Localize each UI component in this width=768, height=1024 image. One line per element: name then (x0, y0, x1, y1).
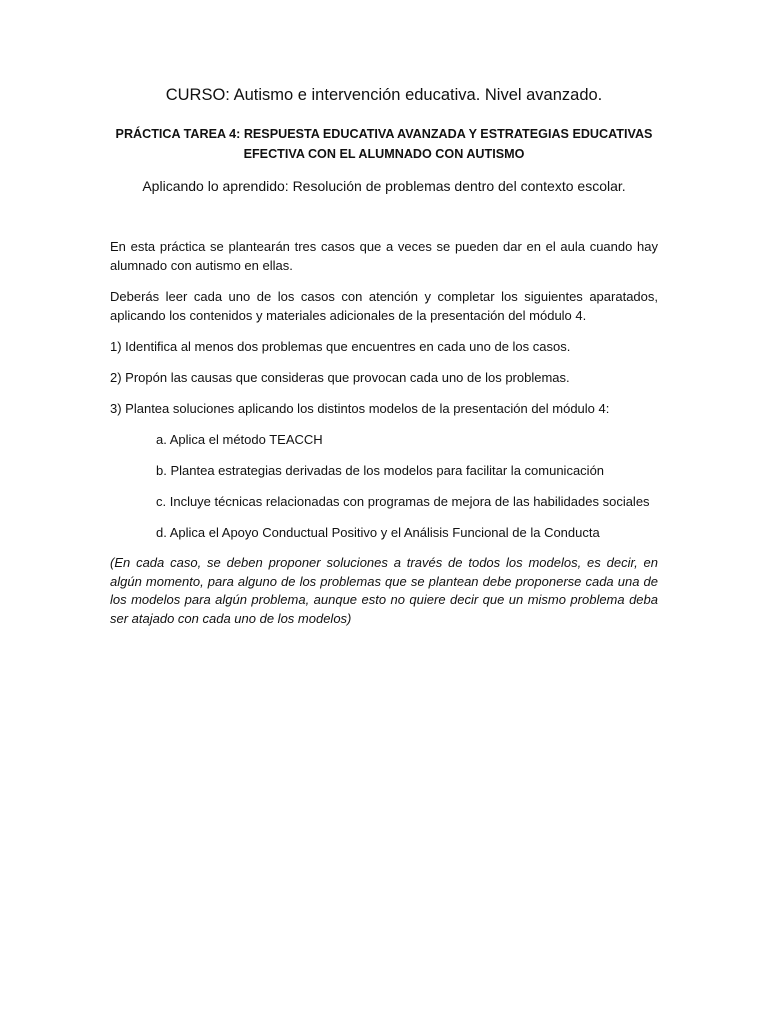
italic-note: (En cada caso, se deben proponer soluciones a través de todos los modelos, es decir, en algún momento, para alguno de los problemas que se plantean debe proponerse cada una de los modelos para algún problema, aunque esto no quiere decir que un mismo problema deba ser atajado con cada uno de los modelos) (110, 555, 658, 626)
intro-paragraph: En esta práctica se plantearán tres casos que a veces se pueden dar en el aula cuando hay alumnado con autismo en ellas. (110, 239, 658, 273)
step-2-paragraph: 2) Propón las causas que consideras que provocan cada uno de los problemas. (110, 370, 570, 385)
sub-item-c: c. Incluye técnicas relacionadas con programas de mejora de las habilidades sociales (156, 494, 650, 509)
subtitle: Aplicando lo aprendido: Resolución de problemas dentro del contexto escolar. (142, 178, 626, 194)
task-title: PRÁCTICA TAREA 4: RESPUESTA EDUCATIVA AVANZADA Y ESTRATEGIAS EDUCATIVAS EFECTIVA CON EL ALUMNADO CON AUTISMO (115, 127, 653, 161)
step-1-paragraph: 1) Identifica al menos dos problemas que encuentres en cada uno de los casos. (110, 339, 571, 354)
sub-item-d: d. Aplica el Apoyo Conductual Positivo y el Análisis Funcional de la Conducta (156, 525, 600, 540)
step-3-paragraph: 3) Plantea soluciones aplicando los distintos modelos de la presentación del módulo 4: (110, 401, 610, 416)
course-title: CURSO: Autismo e intervención educativa. Nivel avanzado. (165, 86, 603, 104)
sub-item-b: b. Plantea estrategias derivadas de los modelos para facilitar la comunicación (156, 463, 605, 478)
instructions-paragraph: Deberás leer cada uno de los casos con atención y completar los siguientes aparatados, aplicando los contenidos y materiales adicionales de la presentación del módulo 4. (110, 289, 658, 323)
sub-item-a: a. Aplica el método TEACCH (156, 432, 323, 447)
